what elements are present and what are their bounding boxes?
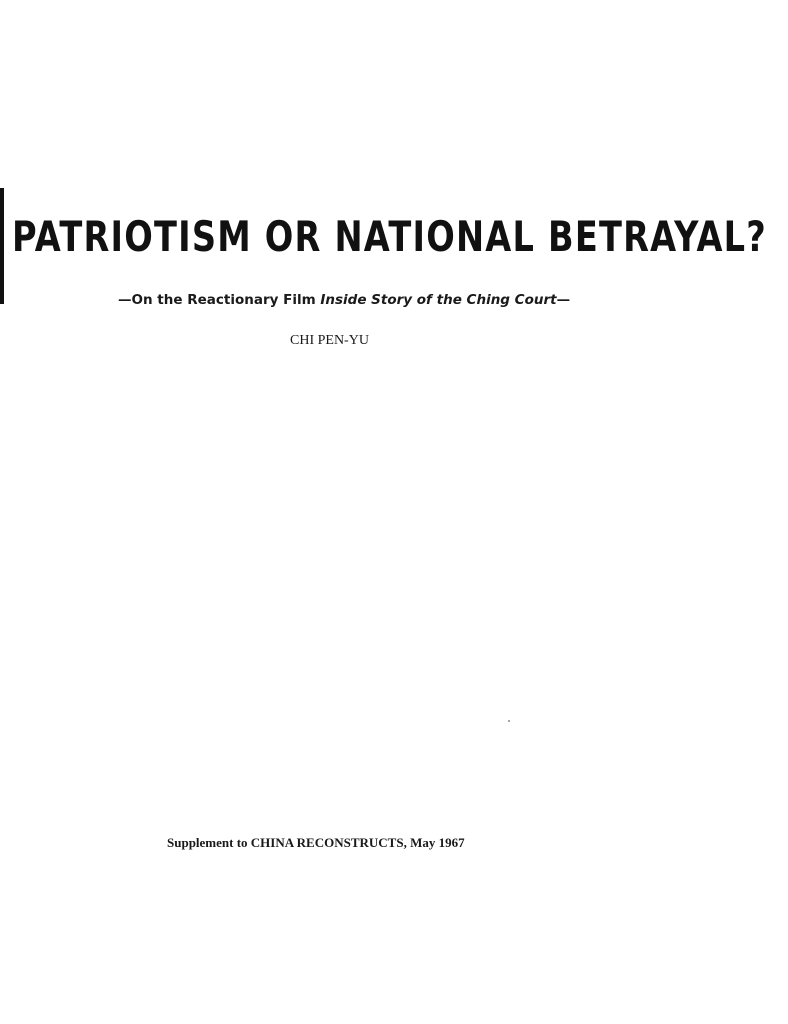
- left-margin-rule: [0, 188, 4, 304]
- publication-footer: Supplement to CHINA RECONSTRUCTS, May 1967: [167, 835, 465, 850]
- author-name: CHI PEN-YU: [290, 333, 369, 348]
- scan-speck: [508, 720, 510, 722]
- subtitle-prefix: —On the Reactionary Film: [118, 292, 321, 308]
- document-subtitle: [118, 290, 570, 310]
- document-title: PATRIOTISM OR NATIONAL BETRAYAL?: [12, 212, 767, 261]
- film-title: Inside Story of the Ching Court: [320, 292, 557, 308]
- subtitle-suffix: —: [556, 292, 571, 308]
